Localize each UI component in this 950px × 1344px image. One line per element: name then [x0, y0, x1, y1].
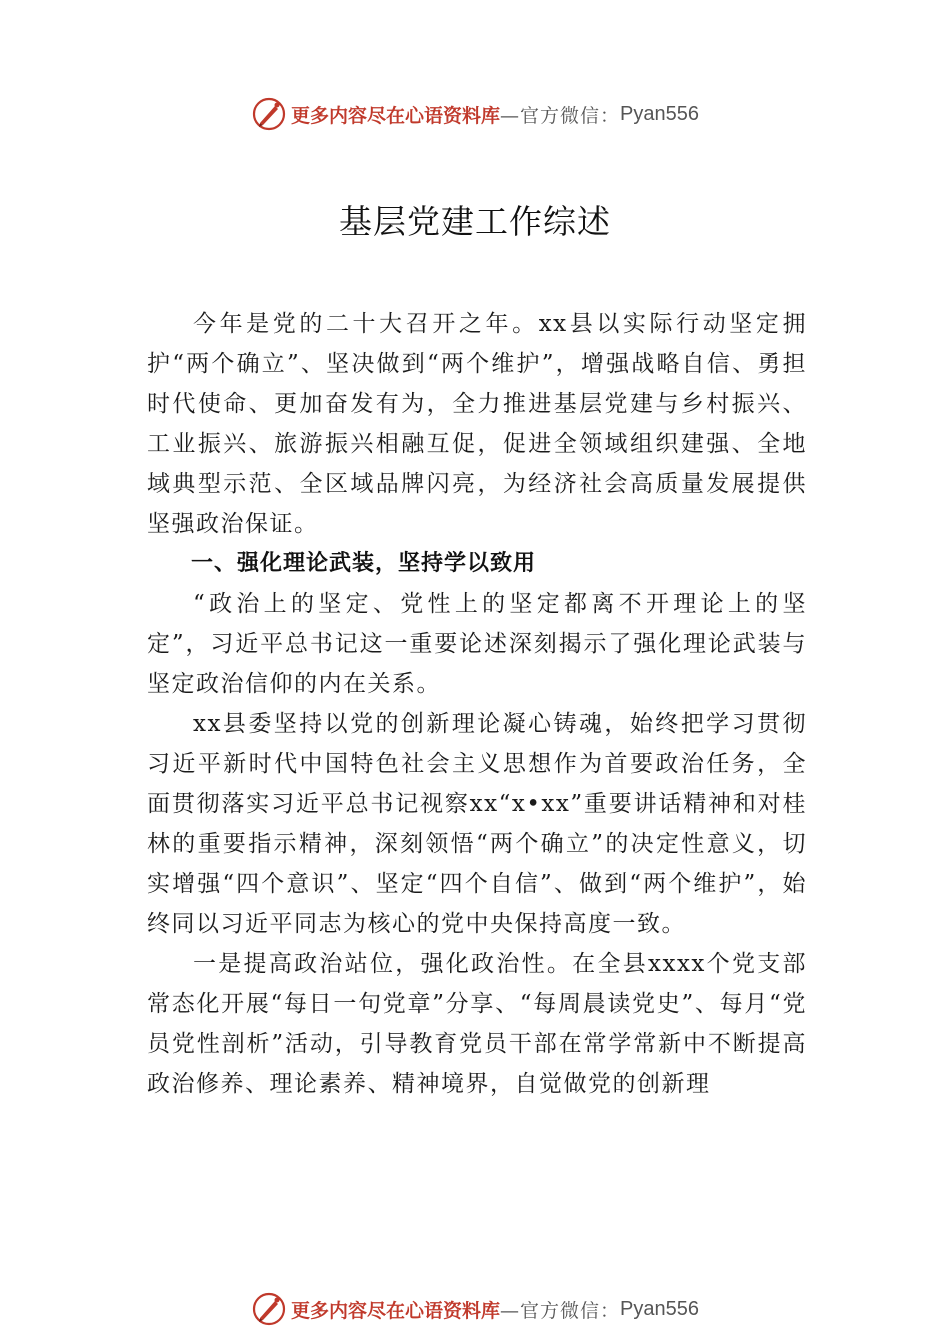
document-body [147, 304, 807, 1104]
pen-logo-icon [251, 96, 287, 132]
banner-grey-text: —官方微信： [500, 1299, 621, 1322]
paragraph-1: “政治上的坚定、党性上的坚定都离不开理论上的坚定”，习近平总书记这一重要论述深刻揭示了强化理论武装与坚定政治信仰的内在关系。 [147, 591, 807, 697]
banner-red-text: 更多内容尽在心语资料库 [291, 104, 501, 127]
banner-wechat-id: Pyan556 [620, 1297, 699, 1320]
section-heading-1: 一、强化理论武装，坚持学以致用 [191, 551, 537, 576]
paragraph-2: xx县委坚持以党的创新理论凝心铸魂，始终把学习贯彻习近平新时代中国特色社会主义思想作为首要政治任务，全面贯彻落实习近平总书记视察xx“x•xx”重要讲话精神和对桂林的重要指示精神，深刻领悟“两个确立”的决定性意义，切实增强“四个意识”、坚定“四个自信”、做到“两个维护”，始终同以习近平同志为核心的党中央保持高度一致。 [147, 711, 807, 937]
pen-logo-icon [251, 1291, 287, 1327]
paragraph-3: 一是提高政治站位，强化政治性。在全县xxxx个党支部常态化开展“每日一句党章”分享、“每周晨读党史”、每月“党员党性剖析”活动，引导教育党员干部在常学常新中不断提高政治修养、理论素养、精神境界，自觉做党的创新理 [147, 951, 807, 1097]
header-banner [0, 94, 950, 134]
banner-red-text: 更多内容尽在心语资料库 [291, 1299, 501, 1322]
banner-grey-text: —官方微信： [500, 104, 621, 127]
banner-wechat-id: Pyan556 [620, 102, 699, 125]
document-title: 基层党建工作综述 [339, 202, 611, 241]
intro-paragraph: 今年是党的二十大召开之年。xx县以实际行动坚定拥护“两个确立”、坚决做到“两个维护”，增强战略自信、勇担时代使命、更加奋发有为，全力推进基层党建与乡村振兴、工业振兴、旅游振兴相融互促，促进全领域组织建强、全地域典型示范、全区域品牌闪亮，为经济社会高质量发展提供坚强政治保证。 [147, 311, 807, 537]
footer-banner [0, 1289, 950, 1329]
